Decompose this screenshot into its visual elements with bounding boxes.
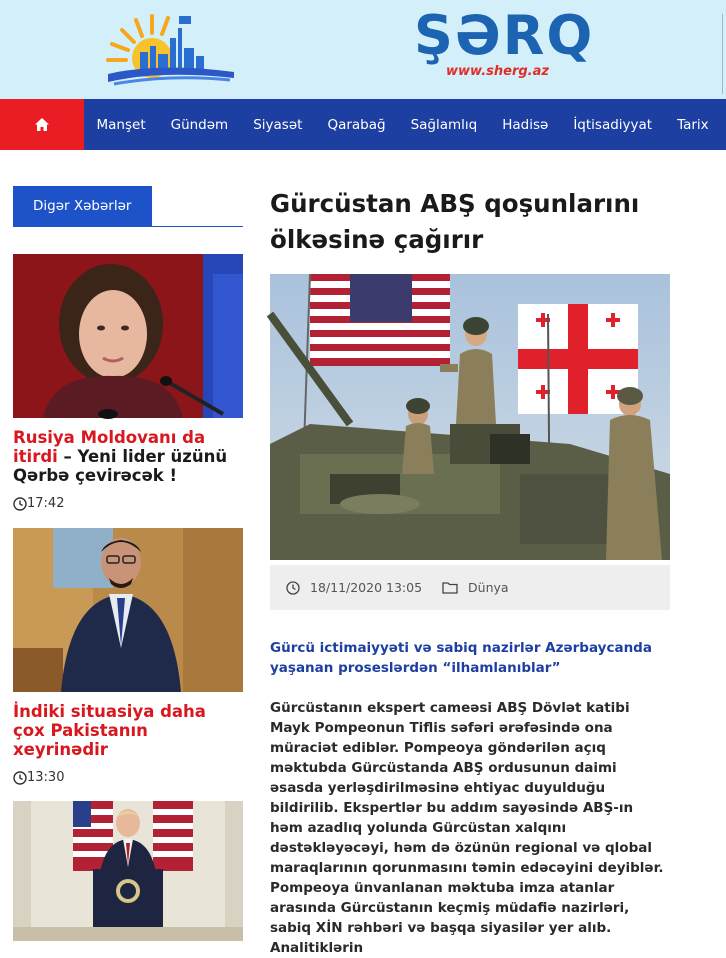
news-time <box>13 496 243 511</box>
sidebar-news-card[interactable] <box>13 528 243 785</box>
nav-item-siyaset[interactable]: Siyasət <box>253 116 303 133</box>
folder-icon <box>442 581 458 594</box>
sidebar-news-card[interactable] <box>13 254 243 511</box>
news-time-value: 13:30 <box>27 770 65 785</box>
moldova-leader-photo <box>13 254 243 418</box>
sidebar-news-card[interactable] <box>13 801 243 941</box>
news-time-value: 17:42 <box>27 496 65 511</box>
soldiers-with-flags-photo <box>270 274 670 560</box>
sidebar-tab-bar <box>13 186 243 227</box>
article-lead: Gürcü ictimaiyyəti və sabiq nazirlər Azərbaycanda yaşanan proseslərdən “ilhamlanıblar” <box>270 640 652 676</box>
article-meta <box>270 565 670 610</box>
article-title: Gürcüstan ABŞ qoşunlarını ölkəsinə çağırır <box>270 189 640 254</box>
tab-other-news[interactable]: Digər Xəbərlər <box>13 186 152 226</box>
nav-item-saglamliq[interactable]: Sağlamlıq <box>410 116 478 133</box>
analyst-photo <box>13 528 243 692</box>
headline-highlight: İndiki situasiya daha çox Pakistanın xeyrinədir <box>13 702 206 759</box>
news-time <box>13 770 243 785</box>
news-thumbnail[interactable] <box>13 801 243 941</box>
article-category[interactable]: Dünya <box>468 580 509 595</box>
headline-rest: – Yeni lider üzünü Qərbə çevirəcək ! <box>13 447 228 485</box>
main-nav <box>0 99 726 150</box>
clock-icon <box>13 497 27 511</box>
nav-item-hadise[interactable]: Hadisə <box>502 116 549 133</box>
nav-items <box>84 99 721 150</box>
clock-icon <box>286 581 300 595</box>
nav-home-button[interactable] <box>0 99 84 150</box>
article-date: 18/11/2020 13:05 <box>310 580 423 595</box>
sidebar-news-title[interactable] <box>13 702 243 759</box>
article-body: Gürcüstanın ekspert cameəsi ABŞ Dövlət katibi Mayk Pompeonun Tiflis səfəri ərəfəsində ona müraciət ediblər. Pompeoya göndərilən açıq məktubda Gürcüstanda ABŞ ordusunun daimi əsasda yerləşdirilməsinə ehtiyac duyulduğu bildirilib. Ekspertlər bu addım sayəsində ABŞ-ın həm azadlıq yolunda Gürcüstan xalqını dəstəkləyəcəyi, həm də özünün regional və qlobal maraqlarının qorunmasını təmin edəcəyini deyiblər. Pompeoya ünvanlanan məktuba imza atanlar arasında Gürcüstanın keçmiş müdafiə nazirləri, sabiq XİN rəhbəri və başqa siyasilər yer alıb. Analitiklərin <box>270 700 664 956</box>
nav-item-gundem[interactable]: Gündəm <box>170 116 229 133</box>
article-image[interactable] <box>270 274 670 560</box>
header-edge-divider <box>722 14 726 94</box>
headline-highlight: Rusiya Moldovanı da itirdi <box>13 428 206 466</box>
home-icon <box>35 118 49 131</box>
article <box>270 186 670 956</box>
site-header <box>0 0 726 99</box>
sidebar-news-title[interactable] <box>13 428 243 485</box>
clock-icon <box>13 771 27 785</box>
news-thumbnail[interactable] <box>13 528 243 692</box>
brand-logo[interactable] <box>414 4 595 79</box>
city-sun-logo-icon[interactable] <box>100 8 240 86</box>
news-thumbnail[interactable] <box>13 254 243 418</box>
brand-url: www.sherg.az <box>446 64 549 79</box>
nav-item-qarabag[interactable]: Qarabağ <box>327 116 386 133</box>
nav-item-tarix[interactable]: Tarix <box>677 116 709 133</box>
nav-item-manset[interactable]: Manşet <box>96 116 146 133</box>
nav-item-iqtisadiyyat[interactable]: İqtisadiyyat <box>573 116 653 133</box>
podium-photo <box>13 801 243 941</box>
brand-name: ŞƏRQ <box>414 4 595 67</box>
sidebar <box>13 186 243 785</box>
